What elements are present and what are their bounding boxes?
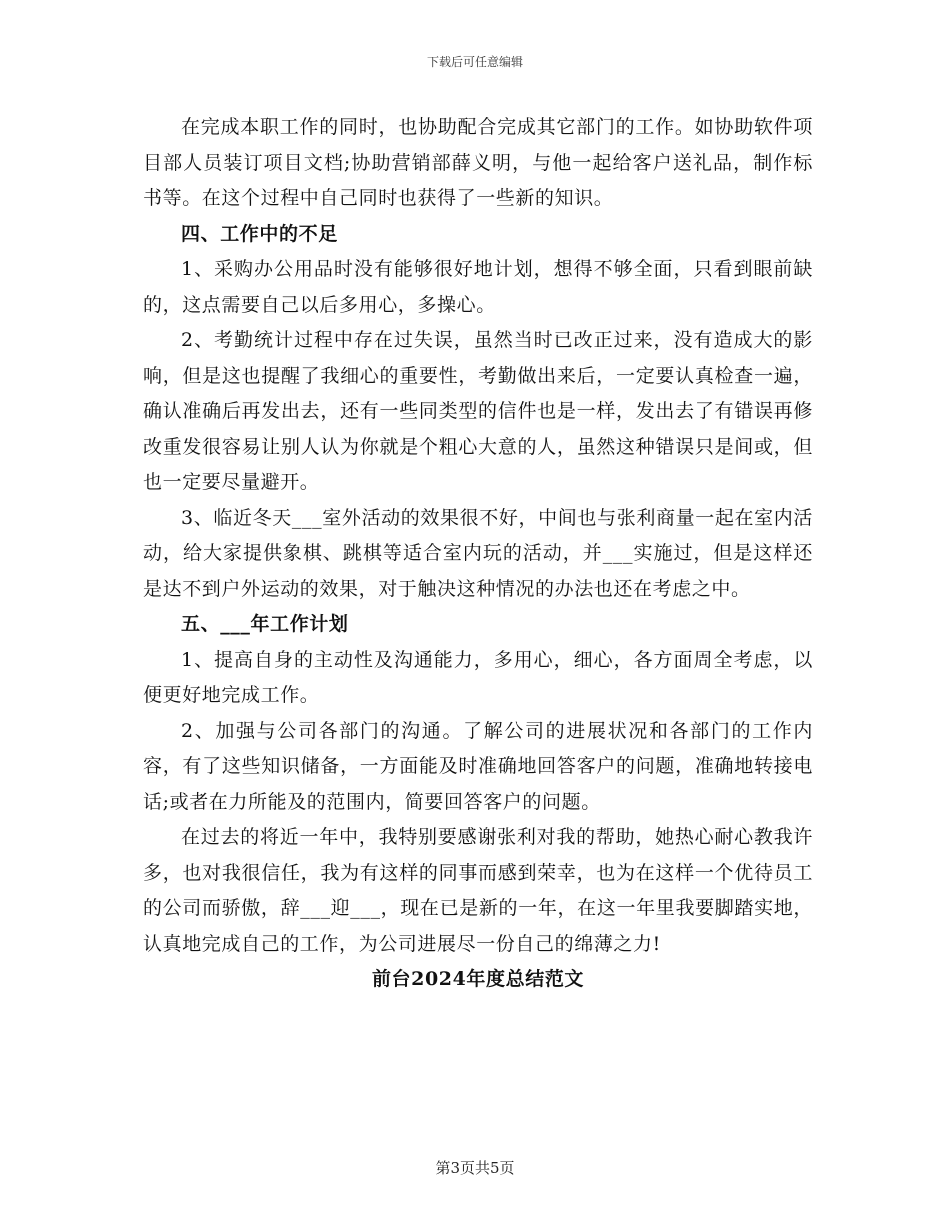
- section-heading-work-plan: 五、___年工作计划: [181, 613, 349, 635]
- paragraph-plan-1: 1、提高自身的主动性及沟通能力，多用心，细心，各方面周全考虑，以便更好地完成工作。: [143, 648, 813, 706]
- paragraph-shortcoming-3: 3、临近冬天___室外活动的效果很不好，中间也与张利商量一起在室内活动，给大家提供象棋、跳棋等适合室内玩的活动，并___实施过，但是这样还是达不到户外运动的效果，对于触决这种情况的办法也还在考虑之中。: [143, 506, 813, 600]
- paragraph-plan-2: 2、加强与公司各部门的沟通。了解公司的进展状况和各部门的工作内容，有了这些知识储备，一方面能及时准确地回答客户的问题，准确地转接电话;或者在力所能及的范围内，简要回答客户的问题。: [143, 719, 813, 813]
- paragraph-shortcoming-1: 1、采购办公用品时没有能够很好地计划，想得不够全面，只看到眼前缺的，这点需要自己以后多用心，多操心。: [143, 258, 813, 316]
- paragraph-closing: 在过去的将近一年中，我特别要感谢张利对我的帮助，她热心耐心教我许多，也对我很信任，我为有这样的同事而感到荣幸，也为在这样一个优待员工的公司而骄傲，辞___迎___，现在已是新的一年，在这一年里我要脚踏实地，认真地完成自己的工作，为公司进展尽一份自己的绵薄之力!: [143, 826, 813, 955]
- paragraph-assist-other-departments: 在完成本职工作的同时，也协助配合完成其它部门的工作。如协助软件项目部人员装订项目文档;协助营销部薛义明，与他一起给客户送礼品，制作标书等。在这个过程中自己同时也获得了一些新的知识。: [143, 116, 813, 209]
- page-header: 下载后可任意编辑: [426, 55, 523, 69]
- section-heading-shortcomings: 四、工作中的不足: [181, 222, 338, 245]
- page-footer: 第3页共5页: [435, 1159, 515, 1177]
- next-document-title: 前台2024年度总结范文: [371, 968, 585, 990]
- paragraph-shortcoming-2: 2、考勤统计过程中存在过失误，虽然当时已改正过来，没有造成大的影响，但是这也提醒了我细心的重要性，考勤做出来后，一定要认真检查一遍，确认准确后再发出去，还有一些同类型的信件也是一样，发出去了有错误再修改重发很容易让别人认为你就是个粗心大意的人，虽然这种错误只是间或，但也一定要尽量避开。: [143, 329, 813, 493]
- document-body: [143, 110, 813, 998]
